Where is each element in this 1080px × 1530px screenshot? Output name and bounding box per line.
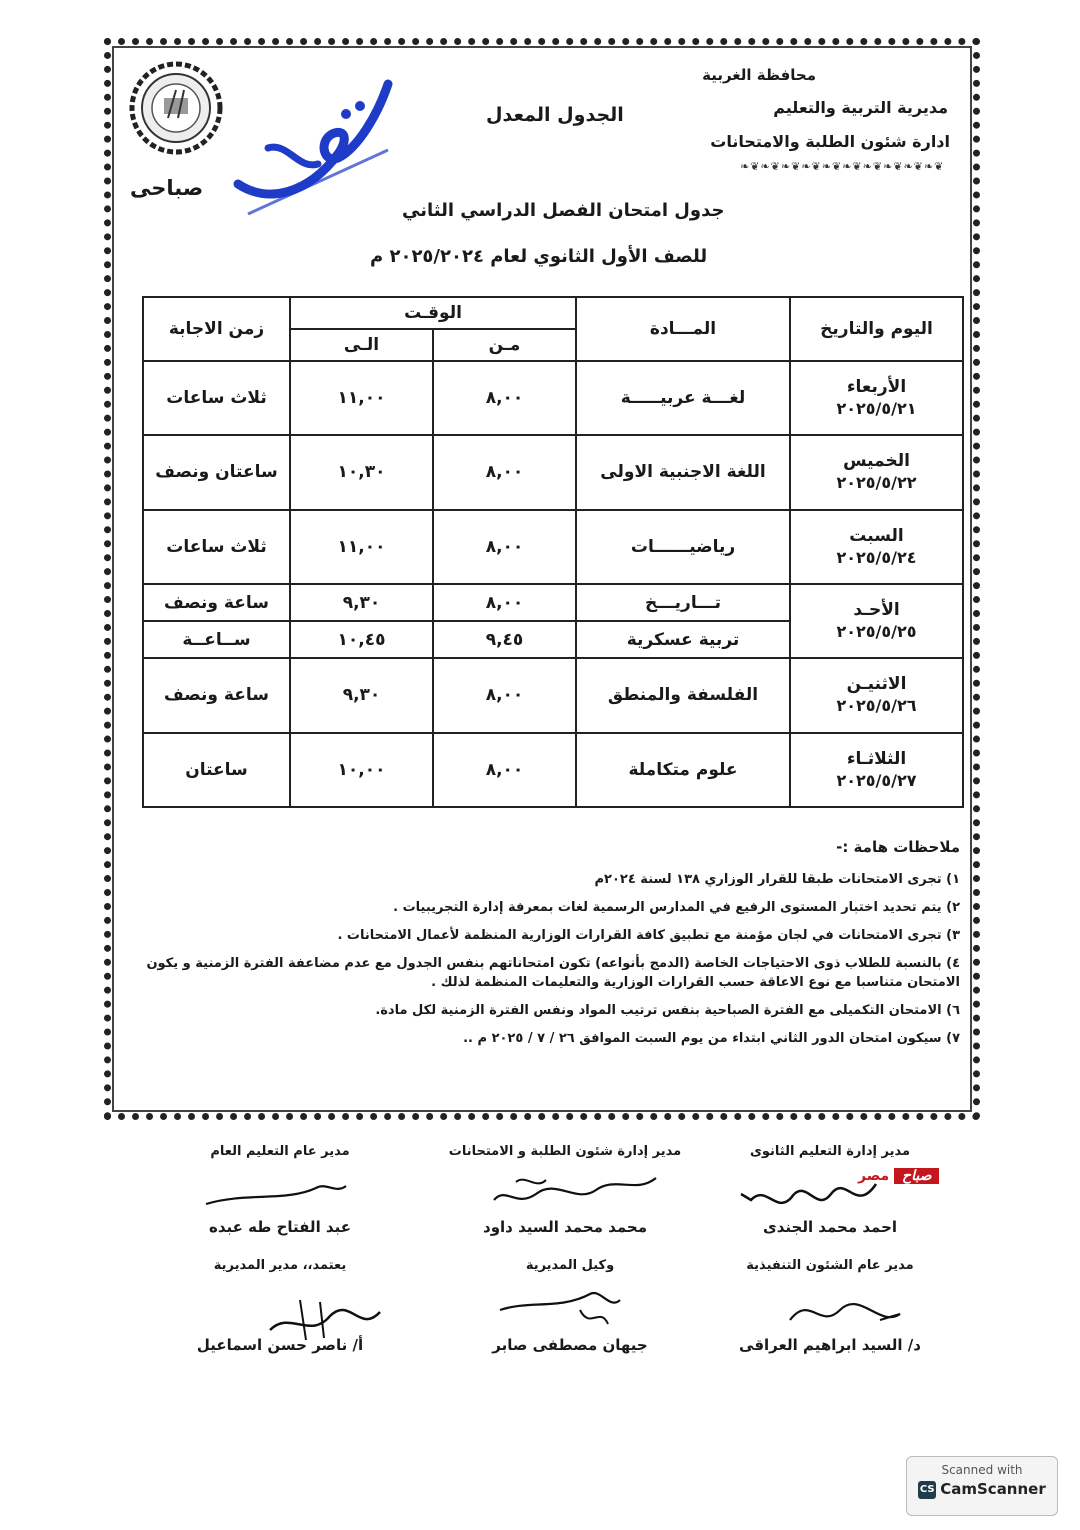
signature-role: مدير إدارة التعليم الثانوى: [749, 1144, 911, 1159]
header-subject: المـــادة: [576, 297, 790, 361]
signature-block: [180, 1258, 380, 1273]
brand-watermark: [858, 1168, 939, 1192]
subject-cell: لغـــة عربيـــــة: [576, 361, 790, 435]
duration-cell: ثلاث ساعات: [143, 510, 290, 584]
day-date: ٢٠٢٥/٥/٢١: [836, 399, 917, 419]
decorative-divider: ❧❦❧❦❧❦❧❦❧❦❧❦❧❦❧❦❧❦❧❦: [740, 160, 945, 173]
notes-title: ملاحظات هامة :-: [836, 838, 960, 856]
governorate-label: محافظة الغربية: [702, 66, 816, 84]
to-cell: ٩,٣٠: [290, 658, 433, 732]
duration-cell: ساعتان: [143, 733, 290, 807]
from-cell: ٨,٠٠: [433, 584, 576, 621]
signature-block: [180, 1218, 380, 1236]
camscanner-badge: [906, 1456, 1058, 1516]
signature-block: [700, 1336, 960, 1354]
signature-role: مدير إدارة شئون الطلبة و الامتحانات: [448, 1144, 682, 1159]
from-cell: ٨,٠٠: [433, 733, 576, 807]
from-cell: ٨,٠٠: [433, 658, 576, 732]
subject-cell: رياضيــــــات: [576, 510, 790, 584]
signature-block: [470, 1258, 670, 1273]
duration-cell: ســاعــة: [143, 621, 290, 658]
signature-scribble-icon: [770, 1280, 910, 1336]
subject-cell: تـــاريـــخ: [576, 584, 790, 621]
day-name: الاثنيـن: [846, 674, 907, 695]
header-to: الـى: [290, 329, 433, 361]
duration-cell: ساعتان ونصف: [143, 435, 290, 509]
duration-cell: ساعة ونصف: [143, 658, 290, 732]
day-date: ٢٠٢٥/٥/٢٦: [836, 696, 917, 716]
from-cell: ٨,٠٠: [433, 435, 576, 509]
table-row: [143, 658, 963, 732]
signature-scribble-icon: [486, 1164, 666, 1214]
signature-name: احمد محمد الجندى: [762, 1218, 898, 1236]
signature-scribble-icon: [196, 1168, 366, 1216]
signature-block: [700, 1258, 960, 1273]
department-label: ادارة شئون الطلبة والامتحانات: [710, 132, 950, 151]
header-day-date: اليوم والتاريخ: [790, 297, 963, 361]
note-item: ٤) بالنسبة للطلاب ذوى الاحتياجات الخاصة (الدمج بأنواعه) تكون امتحاناتهم بنفس الجدول مع عدم مضاعفة الفترة الزمنية و يكون الامتحان متناسبا مع نوع الاعاقة حسب القرارات الوزارية والتعليمات المنظمة لذلك .: [146, 956, 960, 990]
scanner-caption: Scanned with: [941, 1463, 1023, 1477]
table-row: [143, 584, 963, 621]
table-row: [143, 510, 963, 584]
revised-title: الجدول المعدل: [486, 104, 624, 126]
scanner-brand-text: CamScanner: [940, 1480, 1046, 1498]
signature-block: [180, 1144, 380, 1159]
brand-text: مصر: [858, 1168, 890, 1184]
header-time: الوقـت: [290, 297, 576, 329]
note-item: ٧) سيكون امتحان الدور الثاني ابتداء من يوم السبت الموافق ٢٦ / ٧ / ٢٠٢٥ م ..: [463, 1031, 960, 1046]
signature-name: عبد الفتاح طه عبده: [209, 1218, 351, 1236]
to-cell: ١١,٠٠: [290, 361, 433, 435]
table-row: [143, 435, 963, 509]
to-cell: ٩,٣٠: [290, 584, 433, 621]
to-cell: ١٠,٤٥: [290, 621, 433, 658]
subject-cell: الفلسفة والمنطق: [576, 658, 790, 732]
signature-block: [700, 1218, 960, 1236]
duration-cell: ساعة ونصف: [143, 584, 290, 621]
signature-scribble-icon: [260, 1290, 400, 1350]
subject-cell: تربية عسكرية: [576, 621, 790, 658]
signature-block: [430, 1144, 700, 1159]
ministry-logo-icon: [128, 60, 224, 156]
signature-block: [700, 1144, 960, 1159]
signature-block: [470, 1336, 670, 1354]
subject-cell: علوم متكاملة: [576, 733, 790, 807]
day-date: ٢٠٢٥/٥/٢٧: [836, 770, 917, 790]
grade-year-title: للصف الأول الثانوي لعام ٢٠٢٥/٢٠٢٤ م: [370, 246, 708, 267]
signature-name: جيهان مصطفى صابر: [492, 1336, 648, 1354]
subject-cell: اللغة الاجنبية الاولى: [576, 435, 790, 509]
day-date: ٢٠٢٥/٥/٢٤: [836, 547, 917, 567]
brand-box: صباح: [894, 1168, 939, 1184]
table-row: [143, 361, 963, 435]
to-cell: ١٠,٣٠: [290, 435, 433, 509]
note-item: ١) تجرى الامتحانات طبقا للقرار الوزاري ١٣٨ لسنة ٢٠٢٤م: [594, 872, 960, 887]
table-row: [143, 733, 963, 807]
signature-name: د/ السيد ابراهيم العراقى: [739, 1336, 921, 1354]
from-cell: ٨,٠٠: [433, 510, 576, 584]
camscanner-icon: CS: [918, 1481, 936, 1499]
day-name: الخميس: [843, 451, 910, 472]
scanner-brand: [907, 1480, 1057, 1499]
day-name: الثلاثـاء: [846, 748, 907, 769]
signature-name: أ/ ناصر حسن اسماعيل: [196, 1336, 364, 1354]
exam-schedule-table: [142, 296, 964, 808]
note-item: ٣) تجرى الامتحانات في لجان مؤمنة مع تطبيق كافة القرارات الوزارية المنظمة لأعمال الامتحانات .: [337, 928, 960, 943]
day-name: السبت: [849, 525, 904, 546]
day-date: ٢٠٢٥/٥/٢٢: [836, 473, 917, 493]
signature-role: مدير عام التعليم العام: [210, 1144, 350, 1159]
directorate-label: مديرية التربية والتعليم: [773, 98, 948, 117]
from-cell: ٨,٠٠: [433, 361, 576, 435]
signature-scribble-icon: [490, 1280, 640, 1336]
signature-role: مدير عام الشئون التنفيذية: [746, 1258, 914, 1273]
signature-role: وكيل المديرية: [525, 1258, 615, 1273]
signature-block: [430, 1218, 700, 1236]
day-date: ٢٠٢٥/٥/٢٥: [836, 622, 917, 642]
exam-title: جدول امتحان الفصل الدراسي الثاني: [402, 200, 725, 221]
header-duration: زمن الاجابة: [143, 297, 290, 361]
signature-name: محمد محمد السيد داود: [483, 1218, 647, 1236]
handwritten-revision-scribble: [228, 74, 398, 224]
note-item: ٢) يتم تحديد اختبار المستوى الرفيع في المدارس الرسمية لغات بمعرفة إدارة التجريبيات .: [393, 900, 960, 915]
duration-cell: ثلاث ساعات: [143, 361, 290, 435]
day-name: الأربعاء: [846, 377, 907, 398]
header-from: مـن: [433, 329, 576, 361]
notes-section: [140, 838, 960, 1057]
to-cell: ١١,٠٠: [290, 510, 433, 584]
day-name: الأحـد: [853, 600, 900, 621]
stamp-word: صباحى: [130, 176, 204, 200]
signature-role: يعتمد،، مدير المديرية: [213, 1258, 347, 1273]
from-cell: ٩,٤٥: [433, 621, 576, 658]
to-cell: ١٠,٠٠: [290, 733, 433, 807]
note-item: ٦) الامتحان التكميلى مع الفترة الصباحية بنفس ترتيب المواد ونفس الفترة الزمنية لكل مادة.: [375, 1003, 960, 1018]
